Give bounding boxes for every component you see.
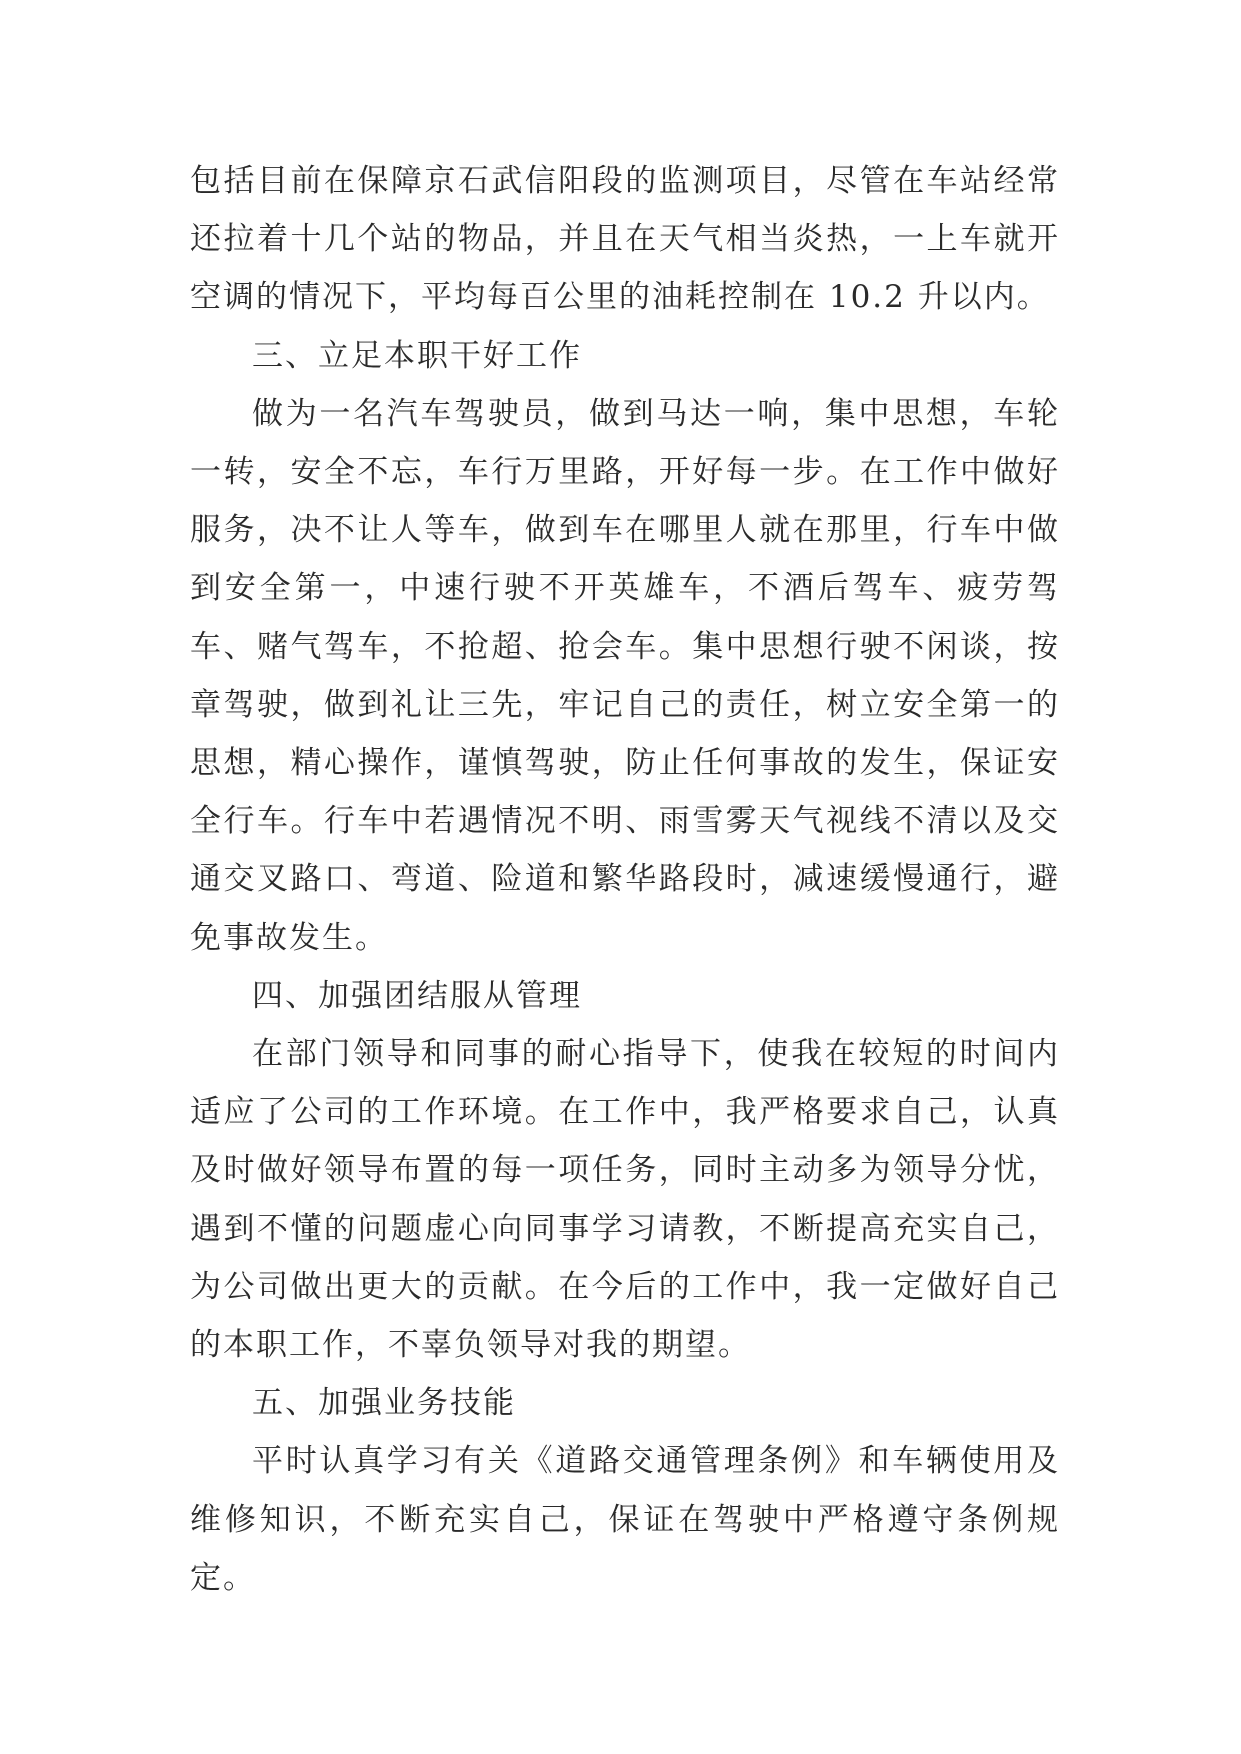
section-heading-3: 三、立足本职干好工作 bbox=[252, 337, 582, 374]
section-heading-5: 五、加强业务技能 bbox=[252, 1385, 516, 1422]
paragraph-teamwork: 在部门领导和同事的耐心指导下，使我在较短的时间内适应了公司的工作环境。在工作中，我严格要求自己，认真及时做好领导布置的每一项任务，同时主动多为领导分忧，遇到不懂的问题虚心向同事学习请教，不断提高充实自己，为公司做出更大的贡献。在今后的工作中，我一定做好自己的本职工作，不辜负领导对我的期望。 bbox=[190, 1036, 1060, 1364]
paragraph-fuel-consumption: 包括目前在保障京石武信阳段的监测项目，尽管在车站经常还拉着十几个站的物品，并且在天气相当炎热，一上车就开空调的情况下，平均每百公里的油耗控制在 10.2 升以内。 bbox=[190, 163, 1060, 316]
document-body bbox=[190, 152, 1060, 1607]
paragraph-safe-driving: 做为一名汽车驾驶员，做到马达一响，集中思想，车轮一转，安全不忘，车行万里路，开好每一步。在工作中做好服务，决不让人等车，做到车在哪里人就在那里，行车中做到安全第一，中速行驶不开英雄车，不酒后驾车、疲劳驾车、赌气驾车，不抢超、抢会车。集中思想行驶不闲谈，按章驾驶，做到礼让三先，牢记自己的责任，树立安全第一的思想，精心操作，谨慎驾驶，防止任何事故的发生，保证安全行车。行车中若遇情况不明、雨雪雾天气视线不清以及交通交叉路口、弯道、险道和繁华路段时，减速缓慢通行，避免事故发生。 bbox=[190, 395, 1060, 956]
section-heading-4: 四、加强团结服从管理 bbox=[252, 977, 582, 1014]
paragraph-skills: 平时认真学习有关《道路交通管理条例》和车辆使用及维修知识，不断充实自己，保证在驾驶中严格遵守条例规定。 bbox=[190, 1443, 1060, 1596]
